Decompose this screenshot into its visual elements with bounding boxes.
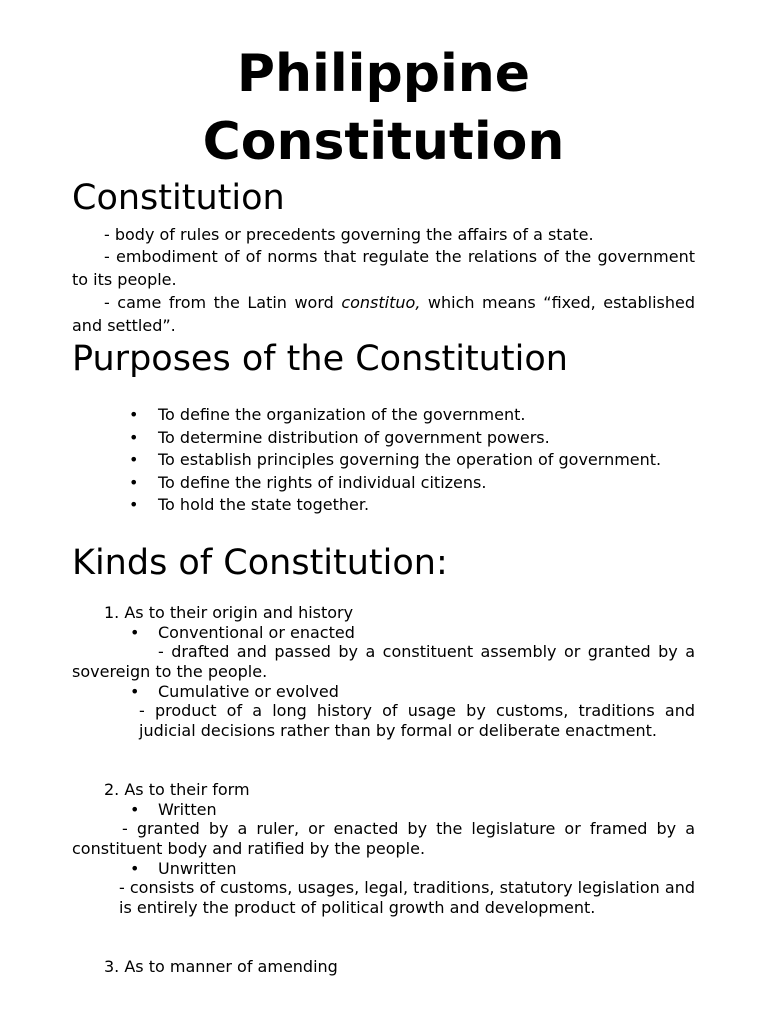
kind-2b-desc: - consists of customs, usages, legal, traditions, statutory legislation and is entirely the product of political growth and development.	[119, 878, 695, 917]
purposes-list	[72, 404, 695, 517]
definition-line-3	[72, 292, 695, 337]
kind-1a-desc: - drafted and passed by a constituent assembly or granted by a sovereign to the people.	[72, 642, 695, 681]
title-line-2: Constitution	[202, 112, 565, 172]
kind-1b-text: Cumulative or evolved	[158, 682, 339, 701]
heading-constitution: Constitution	[72, 178, 285, 218]
heading-purposes: Purposes of the Constitution	[72, 339, 568, 379]
kind-1b-label	[130, 682, 339, 702]
list-item: • To determine distribution of government powers.	[72, 427, 695, 450]
latin-prefix: - came from the Latin word	[104, 293, 342, 312]
kind-2a-desc: - granted by a ruler, or enacted by the legislature or framed by a constituent body and ratified by the people.	[72, 819, 695, 858]
latin-word: constituo,	[341, 293, 421, 312]
kind-2a-label	[130, 800, 217, 820]
heading-kinds: Kinds of Constitution:	[72, 543, 448, 583]
bullet-icon: •	[130, 800, 140, 819]
kind-2-label: 2. As to their form	[104, 780, 250, 799]
kind-3-label: 3. As to manner of amending	[104, 957, 338, 976]
bullet-icon: •	[130, 859, 140, 878]
bullet-icon: •	[130, 623, 140, 642]
kind-1a-text: Conventional or enacted	[158, 623, 355, 642]
bullet-icon: •	[130, 682, 140, 701]
list-item: • To hold the state together.	[72, 494, 695, 517]
list-item: • To establish principles governing the operation of government.	[72, 449, 695, 472]
kind-2a-text: Written	[158, 800, 217, 819]
kind-2b-label	[130, 859, 237, 879]
definition-line-1: - body of rules or precedents governing the affairs of a state.	[104, 225, 594, 244]
latin-suffix: which means “fixed, established and settled”.	[72, 293, 696, 335]
kind-1a-label	[130, 623, 355, 643]
title-line-1: Philippine	[236, 44, 531, 104]
document-title	[72, 40, 695, 176]
kind-1b-desc: - product of a long history of usage by customs, traditions and judicial decisions rather than by formal or deliberate enactment.	[139, 701, 695, 740]
list-item: • To define the organization of the government.	[72, 404, 695, 427]
list-item: • To define the rights of individual citizens.	[72, 472, 695, 495]
kind-1-label: 1. As to their origin and history	[104, 603, 354, 622]
definition-line-2: - embodiment of of norms that regulate the relations of the government to its people.	[72, 247, 695, 289]
kind-2b-text: Unwritten	[158, 859, 237, 878]
